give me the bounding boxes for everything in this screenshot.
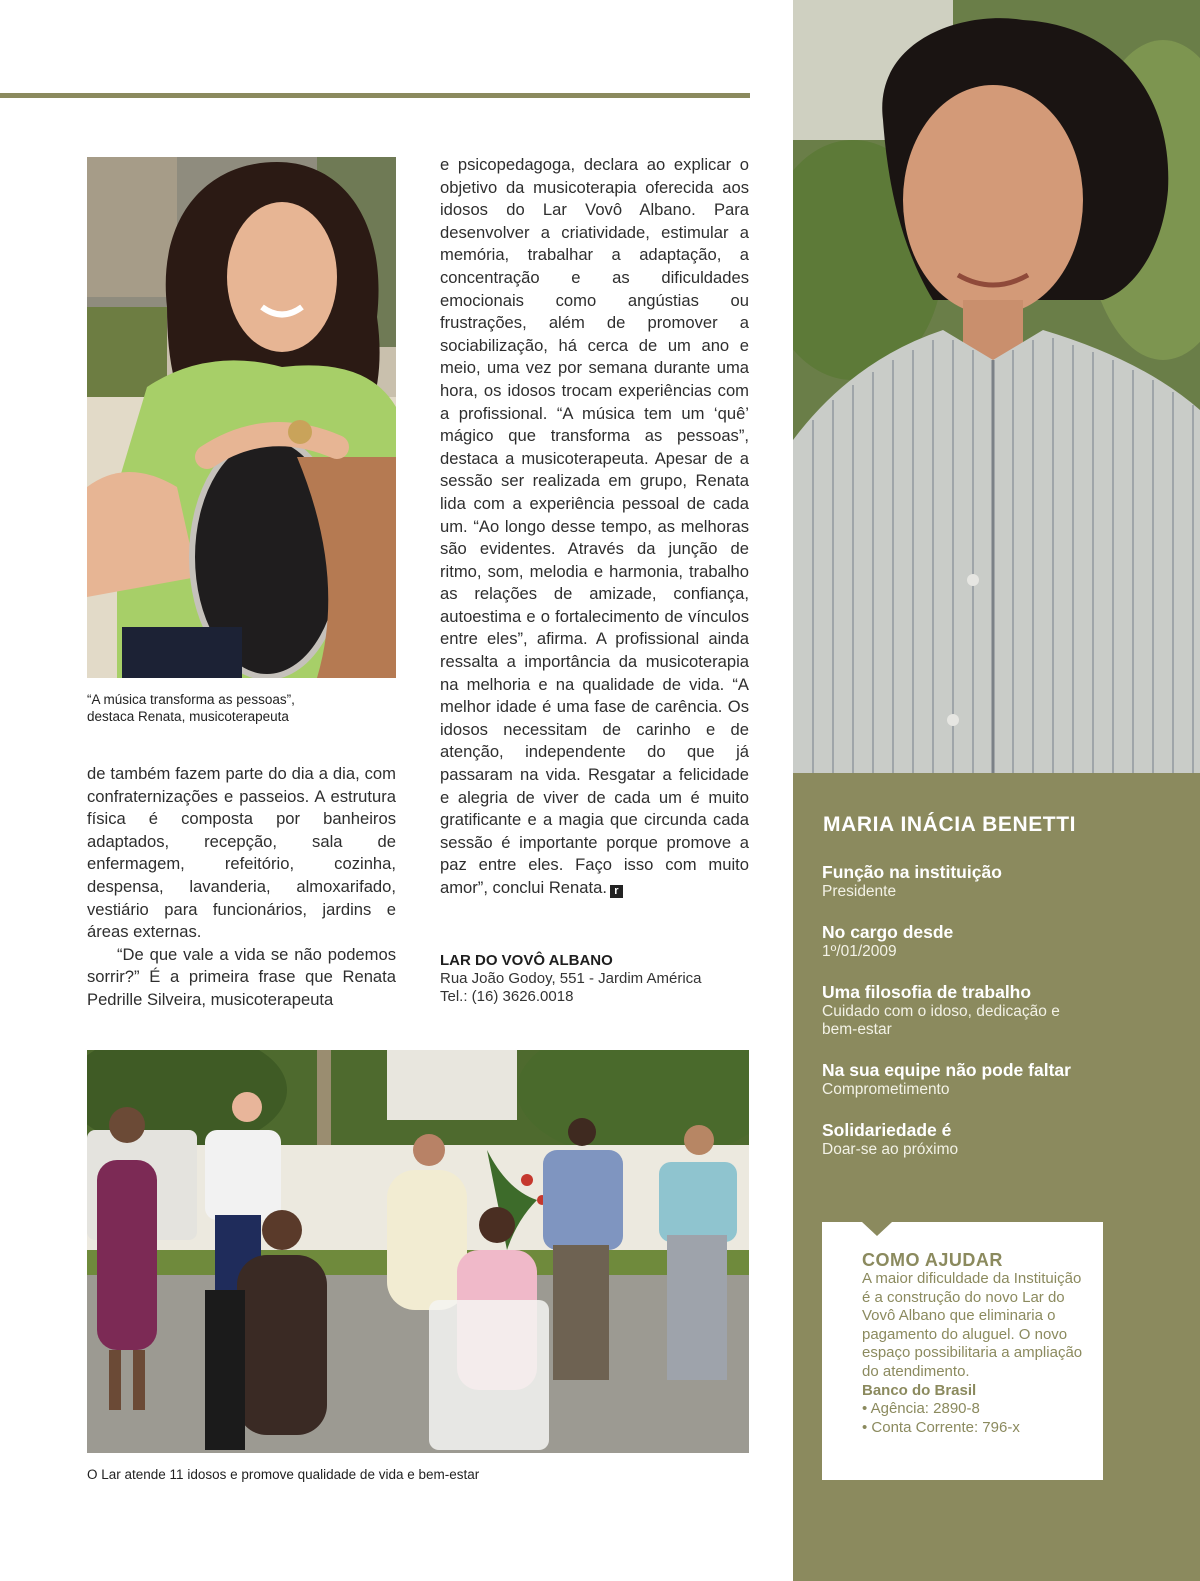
how-to-help-title: COMO AJUDAR (862, 1250, 1003, 1270)
profile-field-value: Comprometimento (822, 1081, 950, 1098)
how-to-help-text: A maior dificuldade da Instituição é a construção do novo Lar do Vovô Albano que eliminaria o pagamento do aluguel. O novo espaço possibilitaria a ampliação do atendimento. (862, 1270, 1083, 1380)
help-box-notch-icon (862, 1222, 892, 1236)
profile-field-value: Presidente (822, 883, 897, 900)
bank-agency: • Agência: 2890-8 (862, 1400, 980, 1418)
article-paragraph (440, 154, 749, 900)
article-right-column (440, 154, 749, 900)
profile-field-label: Função na instituição (822, 862, 1002, 882)
maria-photo (793, 0, 1200, 773)
bank-account: • Conta Corrente: 796-x (862, 1418, 1020, 1436)
group-photo (87, 1050, 749, 1453)
profile-field-label: Na sua equipe não pode faltar (822, 1060, 1071, 1080)
bank-name: Banco do Brasil (862, 1381, 977, 1399)
article-paragraph: de também fazem parte do dia a dia, com confraternizações e passeios. A estrutura física é composta por banheiros adaptados, recepção, sala de enfermagem, refeitório, cozinha, despensa, lavanderia, almoxarifado, vestiário para funcionários, jardins e áreas externas. (87, 764, 396, 942)
end-mark-icon: r (610, 885, 623, 898)
profile-field-value: 1º/01/2009 (822, 943, 897, 960)
person-figure (659, 1125, 737, 1380)
profile-field (822, 1120, 1182, 1159)
profile-field (822, 982, 1182, 1039)
profile-field-label: No cargo desde (822, 922, 954, 942)
renata-photo-caption: “A música transforma as pessoas”, destaca Renata, musicoterapeuta (87, 692, 295, 724)
top-rule (0, 93, 750, 98)
institution-phone: Tel.: (16) 3626.0018 (440, 988, 574, 1005)
profile-field (822, 922, 1182, 961)
article-paragraph-text: e psicopedagoga, declara ao explicar o objetivo da musicoterapia oferecida aos idosos do Lar Vovô Albano. Para desenvolver a criatividade, estimular a memória, trabalhar a adaptação, a concentração e as dificuldades emocionais como angústias ou frustrações, além de promover a sociabilização, há cerca de um ano e meio, uma vez por semana durante uma hora, os idosos trocam experiências com a profissional. “A música tem um ‘quê’ mágico que transforma as pessoas”, destaca a musicoterapeuta. Apesar de a sessão ser realizada em grupo, Renata lida com a experiência pessoal de cada um. “Ao longo desse tempo, as melhoras são evidentes. Através da junção de ritmo, som, melodia e harmonia, trabalho as relações de amizade, confiança, autoestima e o fortalecimento de vínculos entre eles”, afirma. A profissional ainda ressalta a importância da musicoterapia na melhoria e na qualidade de vida. “A melhor idade é uma fase de carência. Os idosos necessitam de carinho e de atenção, independente do que já passaram na vida. Resgatar a felicidade e alegria de viver de cada um é muito gratificante e a magia que circunda cada sessão é importante porque promove a paz entre eles. Faço isso com muito amor”, conclui Renata. (440, 155, 749, 897)
profile-field (822, 1060, 1182, 1099)
institution-name: LAR DO VOVÔ ALBANO (440, 952, 613, 969)
renata-photo (87, 157, 396, 678)
institution-address (440, 952, 760, 1006)
profile-field-label: Uma filosofia de trabalho (822, 982, 1032, 1002)
article-paragraph: “De que vale a vida se não podemos sorrir?” É a primeira frase que Renata Pedrille Silveira, musicoterapeuta (87, 944, 396, 1009)
profile-name: MARIA INÁCIA BENETTI (823, 813, 1077, 836)
profile-fields (822, 862, 1182, 1180)
profile-field-value: Doar-se ao próximo (822, 1141, 959, 1158)
profile-field-value: Cuidado com o idoso, dedicação e bem-estar (822, 1003, 1060, 1038)
institution-street: Rua João Godoy, 551 - Jardim América (440, 970, 702, 987)
article-left-column (87, 763, 396, 1012)
profile-field-label: Solidariedade é (822, 1120, 952, 1140)
profile-field (822, 862, 1182, 901)
group-photo-caption: O Lar atende 11 idosos e promove qualidade de vida e bem-estar (87, 1467, 480, 1482)
how-to-help-content (862, 1250, 1092, 1437)
